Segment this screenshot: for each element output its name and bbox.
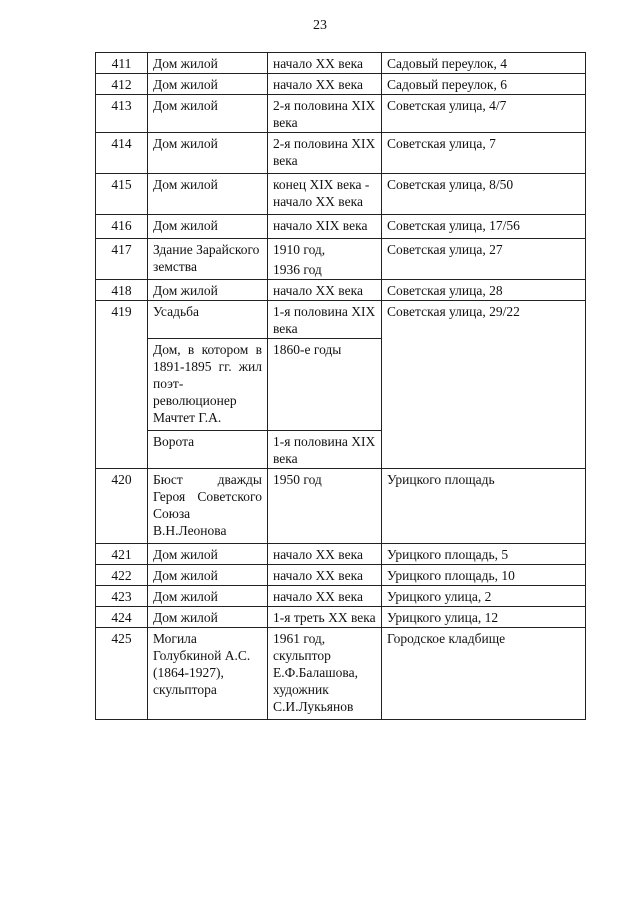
- row-number: 414: [96, 133, 148, 174]
- object-date: начало XIX века: [268, 215, 382, 239]
- object-name: Дом жилой: [148, 74, 268, 95]
- table-row: [96, 53, 586, 74]
- object-name: Дом жилой: [148, 53, 268, 74]
- table-row: [96, 469, 586, 544]
- row-number: 422: [96, 565, 148, 586]
- row-number: 416: [96, 215, 148, 239]
- object-address: Урицкого улица, 12: [382, 607, 586, 628]
- object-address: Советская улица, 27: [382, 239, 586, 280]
- object-name: Могила Голубкиной А.С. (1864-1927), скульптора: [148, 628, 268, 720]
- table-row: [96, 628, 586, 720]
- object-date-line: 1910 год,: [273, 242, 326, 257]
- object-date: начало XX века: [268, 53, 382, 74]
- object-address: Советская улица, 17/56: [382, 215, 586, 239]
- object-address: Советская улица, 4/7: [382, 95, 586, 133]
- table-row: [96, 74, 586, 95]
- object-address: Урицкого улица, 2: [382, 586, 586, 607]
- object-name: Усадьба: [148, 301, 268, 339]
- object-date: начало XX века: [268, 544, 382, 565]
- row-number: 415: [96, 174, 148, 215]
- table-row: [96, 239, 586, 280]
- object-address: Урицкого площадь, 10: [382, 565, 586, 586]
- table-row: [96, 215, 586, 239]
- heritage-table: [95, 52, 586, 720]
- object-date: 1-я половина XIX века: [268, 301, 382, 339]
- object-name: Дом жилой: [148, 95, 268, 133]
- object-date: 1961 год, скульптор Е.Ф.Балашова, художник С.И.Лукьянов: [268, 628, 382, 720]
- row-number: 412: [96, 74, 148, 95]
- row-number: 418: [96, 280, 148, 301]
- object-date: 1-я треть XX века: [268, 607, 382, 628]
- object-address: Урицкого площадь: [382, 469, 586, 544]
- object-date: конец XIX века - начало XX века: [268, 174, 382, 215]
- row-number: 413: [96, 95, 148, 133]
- object-date: начало XX века: [268, 74, 382, 95]
- row-number: 417: [96, 239, 148, 280]
- object-name: Дом жилой: [148, 133, 268, 174]
- object-date: 1950 год: [268, 469, 382, 544]
- table-row: [96, 607, 586, 628]
- object-name: Дом жилой: [148, 280, 268, 301]
- table-row: [96, 565, 586, 586]
- object-date: 2-я половина XIX века: [268, 95, 382, 133]
- object-name: Дом жилой: [148, 565, 268, 586]
- object-address: Советская улица, 8/50: [382, 174, 586, 215]
- object-date: начало XX века: [268, 280, 382, 301]
- row-number: 425: [96, 628, 148, 720]
- object-name: Дом жилой: [148, 607, 268, 628]
- table-row: [96, 544, 586, 565]
- object-name: Дом, в котором в 1891-1895 гг. жил поэт-революционер Мачтет Г.А.: [148, 339, 268, 431]
- object-name: Дом жилой: [148, 544, 268, 565]
- object-name: Дом жилой: [148, 174, 268, 215]
- object-address: Садовый переулок, 6: [382, 74, 586, 95]
- object-date-line: 1936 год: [273, 262, 322, 277]
- row-number: 411: [96, 53, 148, 74]
- object-date: 2-я половина XIX века: [268, 133, 382, 174]
- row-number: 421: [96, 544, 148, 565]
- object-name: Дом жилой: [148, 586, 268, 607]
- row-number: 424: [96, 607, 148, 628]
- table-row: [96, 95, 586, 133]
- table-row: [96, 586, 586, 607]
- object-address: Советская улица, 7: [382, 133, 586, 174]
- object-name: Бюст дважды Героя Советского Союза В.Н.Леонова: [148, 469, 268, 544]
- table-row: [96, 301, 586, 339]
- object-address: Городское кладбище: [382, 628, 586, 720]
- object-name: Здание Зарайского земства: [148, 239, 268, 280]
- table-row: [96, 174, 586, 215]
- object-date: [268, 239, 382, 280]
- object-date: 1-я половина XIX века: [268, 431, 382, 469]
- object-name: Ворота: [148, 431, 268, 469]
- object-date: 1860-е годы: [268, 339, 382, 431]
- object-name: Дом жилой: [148, 215, 268, 239]
- object-address: Урицкого площадь, 5: [382, 544, 586, 565]
- table-row: [96, 280, 586, 301]
- row-number: 420: [96, 469, 148, 544]
- object-date: начало XX века: [268, 565, 382, 586]
- row-number: 423: [96, 586, 148, 607]
- page-number: 23: [313, 18, 327, 33]
- object-date: начало XX века: [268, 586, 382, 607]
- object-address: Советская улица, 28: [382, 280, 586, 301]
- object-address: Советская улица, 29/22: [382, 301, 586, 469]
- row-number: 419: [96, 301, 148, 469]
- object-address: Садовый переулок, 4: [382, 53, 586, 74]
- table-row: [96, 133, 586, 174]
